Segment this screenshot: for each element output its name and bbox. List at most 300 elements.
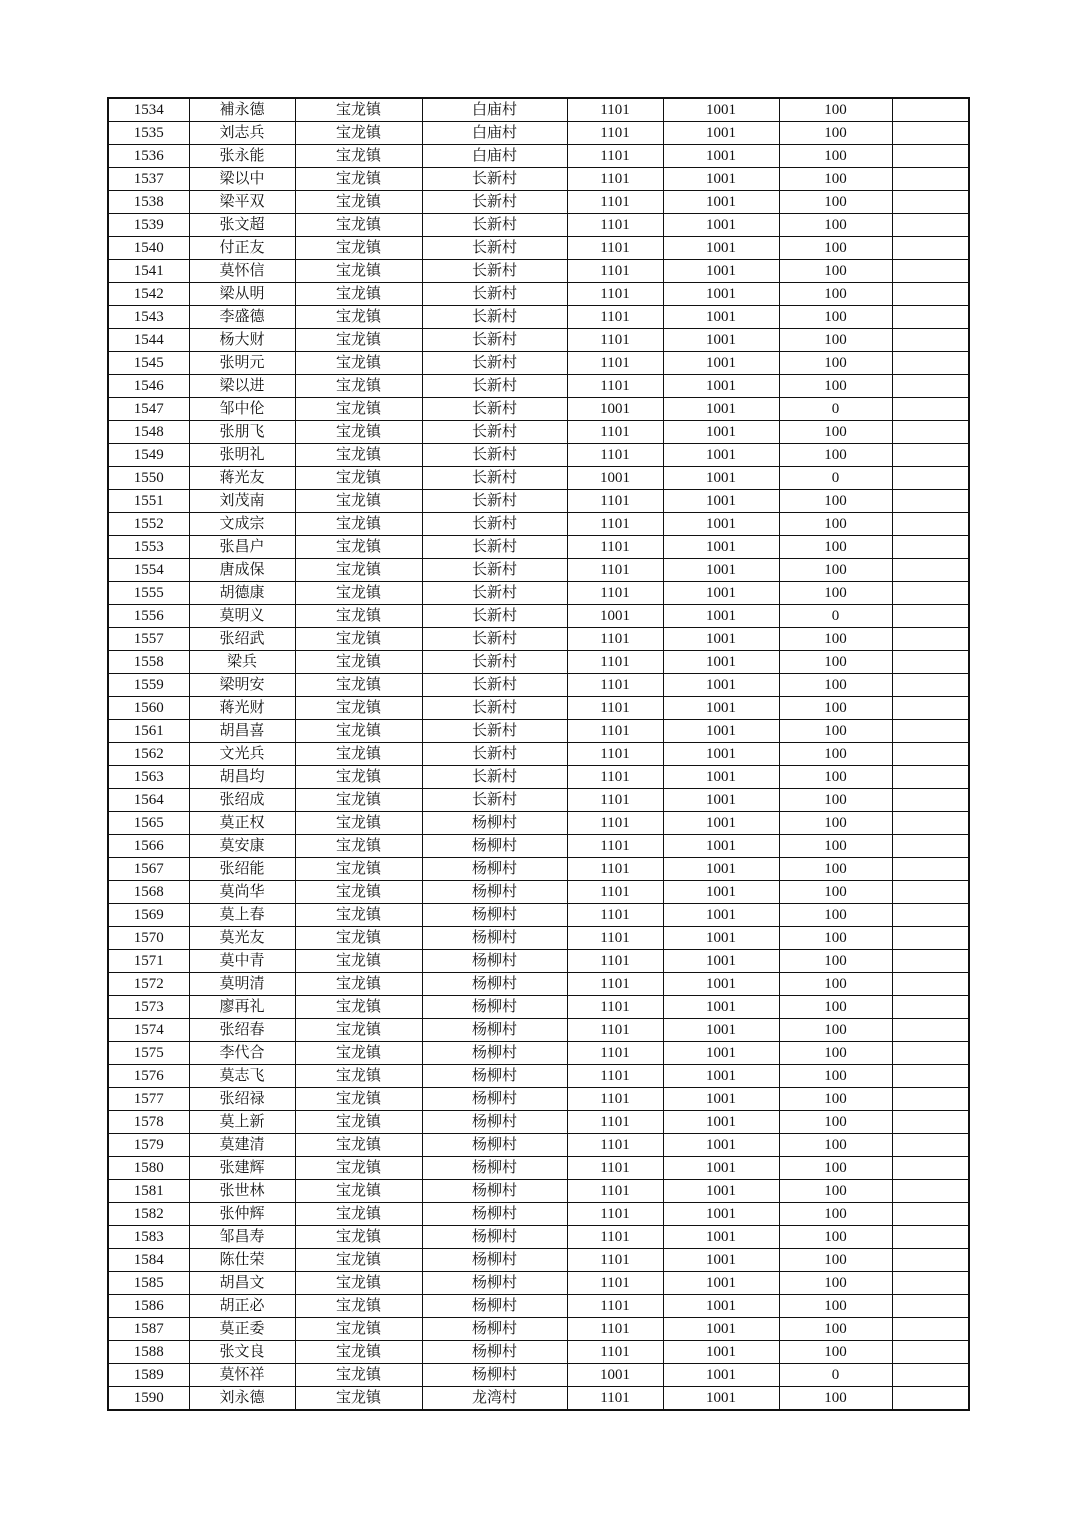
code-b-cell: 1001: [663, 444, 779, 467]
remark-cell: [892, 536, 969, 559]
amount-cell: 100: [779, 812, 892, 835]
village-cell: 长新村: [422, 375, 567, 398]
amount-cell: 100: [779, 1157, 892, 1180]
person-name-cell: 文光兵: [189, 743, 295, 766]
table-row: [108, 881, 969, 904]
table-row: [108, 697, 969, 720]
amount-cell: 100: [779, 973, 892, 996]
code-a-cell: 1101: [567, 1249, 663, 1272]
remark-cell: [892, 398, 969, 421]
code-a-cell: 1101: [567, 98, 663, 122]
town-cell: 宝龙镇: [295, 490, 422, 513]
code-b-cell: 1001: [663, 283, 779, 306]
person-name-cell: 莫上春: [189, 904, 295, 927]
amount-cell: 100: [779, 122, 892, 145]
village-cell: 杨柳村: [422, 881, 567, 904]
town-cell: 宝龙镇: [295, 605, 422, 628]
row-number-cell: 1561: [108, 720, 189, 743]
code-a-cell: 1101: [567, 352, 663, 375]
table-row: [108, 996, 969, 1019]
amount-cell: 100: [779, 283, 892, 306]
code-b-cell: 1001: [663, 1019, 779, 1042]
code-a-cell: 1001: [567, 398, 663, 421]
town-cell: 宝龙镇: [295, 1295, 422, 1318]
table-row: [108, 927, 969, 950]
village-cell: 杨柳村: [422, 1019, 567, 1042]
person-name-cell: 蒋光财: [189, 697, 295, 720]
person-name-cell: 付正友: [189, 237, 295, 260]
row-number-cell: 1546: [108, 375, 189, 398]
table-row: [108, 1088, 969, 1111]
code-a-cell: 1101: [567, 306, 663, 329]
table-row: [108, 1134, 969, 1157]
amount-cell: 100: [779, 950, 892, 973]
town-cell: 宝龙镇: [295, 1111, 422, 1134]
table-row: [108, 858, 969, 881]
person-name-cell: 张仲辉: [189, 1203, 295, 1226]
table-row: [108, 766, 969, 789]
code-a-cell: 1001: [567, 605, 663, 628]
remark-cell: [892, 835, 969, 858]
code-a-cell: 1101: [567, 421, 663, 444]
town-cell: 宝龙镇: [295, 996, 422, 1019]
code-a-cell: 1101: [567, 1042, 663, 1065]
remark-cell: [892, 1088, 969, 1111]
row-number-cell: 1584: [108, 1249, 189, 1272]
code-b-cell: 1001: [663, 996, 779, 1019]
code-a-cell: 1101: [567, 145, 663, 168]
amount-cell: 100: [779, 168, 892, 191]
remark-cell: [892, 697, 969, 720]
code-a-cell: 1101: [567, 122, 663, 145]
row-number-cell: 1566: [108, 835, 189, 858]
remark-cell: [892, 1341, 969, 1364]
person-name-cell: 李代合: [189, 1042, 295, 1065]
row-number-cell: 1536: [108, 145, 189, 168]
village-cell: 杨柳村: [422, 904, 567, 927]
table-row: [108, 651, 969, 674]
village-cell: 长新村: [422, 536, 567, 559]
village-cell: 长新村: [422, 674, 567, 697]
person-name-cell: 张绍成: [189, 789, 295, 812]
amount-cell: 100: [779, 1111, 892, 1134]
town-cell: 宝龙镇: [295, 1318, 422, 1341]
code-b-cell: 1001: [663, 881, 779, 904]
town-cell: 宝龙镇: [295, 329, 422, 352]
row-number-cell: 1542: [108, 283, 189, 306]
town-cell: 宝龙镇: [295, 674, 422, 697]
town-cell: 宝龙镇: [295, 513, 422, 536]
remark-cell: [892, 214, 969, 237]
code-b-cell: 1001: [663, 260, 779, 283]
code-a-cell: 1101: [567, 1387, 663, 1411]
row-number-cell: 1539: [108, 214, 189, 237]
code-b-cell: 1001: [663, 651, 779, 674]
code-b-cell: 1001: [663, 122, 779, 145]
amount-cell: 100: [779, 1042, 892, 1065]
code-a-cell: 1101: [567, 1180, 663, 1203]
code-b-cell: 1001: [663, 950, 779, 973]
remark-cell: [892, 1065, 969, 1088]
amount-cell: 100: [779, 789, 892, 812]
code-a-cell: 1101: [567, 1318, 663, 1341]
person-name-cell: 杨大财: [189, 329, 295, 352]
code-b-cell: 1001: [663, 674, 779, 697]
code-a-cell: 1101: [567, 191, 663, 214]
person-name-cell: 莫怀信: [189, 260, 295, 283]
row-number-cell: 1563: [108, 766, 189, 789]
person-name-cell: 莫志飞: [189, 1065, 295, 1088]
remark-cell: [892, 720, 969, 743]
row-number-cell: 1587: [108, 1318, 189, 1341]
code-b-cell: 1001: [663, 1180, 779, 1203]
row-number-cell: 1547: [108, 398, 189, 421]
village-cell: 杨柳村: [422, 973, 567, 996]
code-b-cell: 1001: [663, 904, 779, 927]
code-a-cell: 1101: [567, 812, 663, 835]
village-cell: 杨柳村: [422, 1341, 567, 1364]
village-cell: 杨柳村: [422, 1180, 567, 1203]
remark-cell: [892, 306, 969, 329]
village-cell: 长新村: [422, 329, 567, 352]
amount-cell: 0: [779, 398, 892, 421]
remark-cell: [892, 513, 969, 536]
code-a-cell: 1101: [567, 536, 663, 559]
code-a-cell: 1101: [567, 1019, 663, 1042]
person-name-cell: 张世林: [189, 1180, 295, 1203]
remark-cell: [892, 329, 969, 352]
person-name-cell: 莫上新: [189, 1111, 295, 1134]
code-a-cell: 1101: [567, 375, 663, 398]
remark-cell: [892, 1042, 969, 1065]
amount-cell: 100: [779, 904, 892, 927]
code-b-cell: 1001: [663, 743, 779, 766]
remark-cell: [892, 1111, 969, 1134]
village-cell: 杨柳村: [422, 996, 567, 1019]
remark-cell: [892, 237, 969, 260]
remark-cell: [892, 1226, 969, 1249]
amount-cell: 100: [779, 651, 892, 674]
remark-cell: [892, 743, 969, 766]
person-name-cell: 莫安康: [189, 835, 295, 858]
town-cell: 宝龙镇: [295, 1180, 422, 1203]
village-cell: 杨柳村: [422, 950, 567, 973]
row-number-cell: 1574: [108, 1019, 189, 1042]
code-a-cell: 1101: [567, 835, 663, 858]
town-cell: 宝龙镇: [295, 260, 422, 283]
town-cell: 宝龙镇: [295, 720, 422, 743]
remark-cell: [892, 950, 969, 973]
code-b-cell: 1001: [663, 536, 779, 559]
town-cell: 宝龙镇: [295, 743, 422, 766]
row-number-cell: 1538: [108, 191, 189, 214]
village-cell: 长新村: [422, 628, 567, 651]
person-name-cell: 张文良: [189, 1341, 295, 1364]
table-row: [108, 950, 969, 973]
table-row: [108, 444, 969, 467]
person-name-cell: 张明礼: [189, 444, 295, 467]
code-b-cell: 1001: [663, 1203, 779, 1226]
code-b-cell: 1001: [663, 720, 779, 743]
amount-cell: 100: [779, 421, 892, 444]
code-b-cell: 1001: [663, 1226, 779, 1249]
town-cell: 宝龙镇: [295, 1065, 422, 1088]
table-row: [108, 191, 969, 214]
code-a-cell: 1001: [567, 1364, 663, 1387]
village-cell: 杨柳村: [422, 1318, 567, 1341]
village-cell: 长新村: [422, 766, 567, 789]
code-b-cell: 1001: [663, 1157, 779, 1180]
table-row: [108, 513, 969, 536]
code-b-cell: 1001: [663, 858, 779, 881]
table-row: [108, 283, 969, 306]
code-a-cell: 1101: [567, 674, 663, 697]
table-row: [108, 352, 969, 375]
amount-cell: 100: [779, 1134, 892, 1157]
remark-cell: [892, 904, 969, 927]
person-name-cell: 张永能: [189, 145, 295, 168]
town-cell: 宝龙镇: [295, 421, 422, 444]
table-row: [108, 1180, 969, 1203]
amount-cell: 100: [779, 191, 892, 214]
village-cell: 杨柳村: [422, 1088, 567, 1111]
person-name-cell: 莫中青: [189, 950, 295, 973]
remark-cell: [892, 789, 969, 812]
village-cell: 杨柳村: [422, 1157, 567, 1180]
code-a-cell: 1101: [567, 237, 663, 260]
row-number-cell: 1585: [108, 1272, 189, 1295]
row-number-cell: 1575: [108, 1042, 189, 1065]
amount-cell: 0: [779, 1364, 892, 1387]
remark-cell: [892, 1387, 969, 1411]
remark-cell: [892, 674, 969, 697]
remark-cell: [892, 283, 969, 306]
person-name-cell: 陈仕荣: [189, 1249, 295, 1272]
remark-cell: [892, 628, 969, 651]
code-b-cell: 1001: [663, 421, 779, 444]
code-b-cell: 1001: [663, 1111, 779, 1134]
row-number-cell: 1555: [108, 582, 189, 605]
town-cell: 宝龙镇: [295, 467, 422, 490]
town-cell: 宝龙镇: [295, 306, 422, 329]
person-name-cell: 张建辉: [189, 1157, 295, 1180]
remark-cell: [892, 881, 969, 904]
remark-cell: [892, 122, 969, 145]
code-a-cell: 1001: [567, 467, 663, 490]
village-cell: 杨柳村: [422, 1364, 567, 1387]
person-name-cell: 梁以中: [189, 168, 295, 191]
table-row: [108, 306, 969, 329]
row-number-cell: 1579: [108, 1134, 189, 1157]
code-b-cell: 1001: [663, 490, 779, 513]
remark-cell: [892, 766, 969, 789]
village-cell: 长新村: [422, 260, 567, 283]
table-row: [108, 1272, 969, 1295]
code-b-cell: 1001: [663, 1295, 779, 1318]
amount-cell: 100: [779, 1065, 892, 1088]
amount-cell: 100: [779, 559, 892, 582]
village-cell: 杨柳村: [422, 812, 567, 835]
row-number-cell: 1568: [108, 881, 189, 904]
amount-cell: 100: [779, 996, 892, 1019]
town-cell: 宝龙镇: [295, 812, 422, 835]
row-number-cell: 1588: [108, 1341, 189, 1364]
amount-cell: 100: [779, 835, 892, 858]
amount-cell: 0: [779, 467, 892, 490]
town-cell: 宝龙镇: [295, 1088, 422, 1111]
row-number-cell: 1560: [108, 697, 189, 720]
village-cell: 长新村: [422, 697, 567, 720]
row-number-cell: 1556: [108, 605, 189, 628]
code-a-cell: 1101: [567, 444, 663, 467]
code-a-cell: 1101: [567, 858, 663, 881]
town-cell: 宝龙镇: [295, 122, 422, 145]
amount-cell: 100: [779, 582, 892, 605]
row-number-cell: 1576: [108, 1065, 189, 1088]
table-row: [108, 1318, 969, 1341]
table-row: [108, 835, 969, 858]
town-cell: 宝龙镇: [295, 191, 422, 214]
remark-cell: [892, 559, 969, 582]
code-b-cell: 1001: [663, 214, 779, 237]
person-name-cell: 张昌户: [189, 536, 295, 559]
code-b-cell: 1001: [663, 168, 779, 191]
code-a-cell: 1101: [567, 697, 663, 720]
code-b-cell: 1001: [663, 1318, 779, 1341]
table-row: [108, 1157, 969, 1180]
code-b-cell: 1001: [663, 628, 779, 651]
row-number-cell: 1581: [108, 1180, 189, 1203]
village-cell: 长新村: [422, 237, 567, 260]
code-a-cell: 1101: [567, 1157, 663, 1180]
person-name-cell: 胡正必: [189, 1295, 295, 1318]
amount-cell: 100: [779, 1249, 892, 1272]
village-cell: 长新村: [422, 168, 567, 191]
row-number-cell: 1558: [108, 651, 189, 674]
remark-cell: [892, 421, 969, 444]
table-row: [108, 122, 969, 145]
person-name-cell: 莫明清: [189, 973, 295, 996]
table-row: [108, 490, 969, 513]
row-number-cell: 1551: [108, 490, 189, 513]
person-name-cell: 李盛德: [189, 306, 295, 329]
village-cell: 杨柳村: [422, 858, 567, 881]
table-row: [108, 145, 969, 168]
town-cell: 宝龙镇: [295, 398, 422, 421]
remark-cell: [892, 98, 969, 122]
row-number-cell: 1552: [108, 513, 189, 536]
code-b-cell: 1001: [663, 98, 779, 122]
remark-cell: [892, 582, 969, 605]
town-cell: 宝龙镇: [295, 1249, 422, 1272]
table-row: [108, 1019, 969, 1042]
amount-cell: 100: [779, 1019, 892, 1042]
person-name-cell: 梁从明: [189, 283, 295, 306]
town-cell: 宝龙镇: [295, 1387, 422, 1411]
remark-cell: [892, 927, 969, 950]
remark-cell: [892, 1019, 969, 1042]
row-number-cell: 1586: [108, 1295, 189, 1318]
row-number-cell: 1565: [108, 812, 189, 835]
town-cell: 宝龙镇: [295, 651, 422, 674]
town-cell: 宝龙镇: [295, 697, 422, 720]
amount-cell: 100: [779, 1180, 892, 1203]
code-a-cell: 1101: [567, 904, 663, 927]
person-name-cell: 補永德: [189, 98, 295, 122]
person-name-cell: 莫明义: [189, 605, 295, 628]
code-a-cell: 1101: [567, 766, 663, 789]
amount-cell: 100: [779, 306, 892, 329]
village-cell: 杨柳村: [422, 1203, 567, 1226]
village-cell: 杨柳村: [422, 1042, 567, 1065]
amount-cell: 100: [779, 927, 892, 950]
town-cell: 宝龙镇: [295, 559, 422, 582]
village-cell: 长新村: [422, 398, 567, 421]
town-cell: 宝龙镇: [295, 881, 422, 904]
table-row: [108, 559, 969, 582]
code-a-cell: 1101: [567, 582, 663, 605]
village-cell: 长新村: [422, 352, 567, 375]
town-cell: 宝龙镇: [295, 1226, 422, 1249]
amount-cell: 100: [779, 1341, 892, 1364]
row-number-cell: 1550: [108, 467, 189, 490]
code-b-cell: 1001: [663, 559, 779, 582]
code-a-cell: 1101: [567, 214, 663, 237]
person-name-cell: 张绍武: [189, 628, 295, 651]
town-cell: 宝龙镇: [295, 352, 422, 375]
village-cell: 白庙村: [422, 145, 567, 168]
village-cell: 杨柳村: [422, 1272, 567, 1295]
amount-cell: 100: [779, 1318, 892, 1341]
row-number-cell: 1567: [108, 858, 189, 881]
person-name-cell: 张绍能: [189, 858, 295, 881]
remark-cell: [892, 191, 969, 214]
person-name-cell: 张绍禄: [189, 1088, 295, 1111]
code-a-cell: 1101: [567, 927, 663, 950]
person-name-cell: 张文超: [189, 214, 295, 237]
table-row: [108, 1249, 969, 1272]
table-row: [108, 1042, 969, 1065]
amount-cell: 100: [779, 237, 892, 260]
remark-cell: [892, 467, 969, 490]
code-b-cell: 1001: [663, 582, 779, 605]
table-row: [108, 674, 969, 697]
records-table: [107, 97, 970, 1411]
remark-cell: [892, 375, 969, 398]
village-cell: 杨柳村: [422, 927, 567, 950]
amount-cell: 100: [779, 697, 892, 720]
code-a-cell: 1101: [567, 1272, 663, 1295]
remark-cell: [892, 996, 969, 1019]
village-cell: 长新村: [422, 582, 567, 605]
table-row: [108, 1364, 969, 1387]
row-number-cell: 1545: [108, 352, 189, 375]
village-cell: 长新村: [422, 743, 567, 766]
row-number-cell: 1544: [108, 329, 189, 352]
remark-cell: [892, 1134, 969, 1157]
village-cell: 长新村: [422, 651, 567, 674]
row-number-cell: 1537: [108, 168, 189, 191]
table-row: [108, 168, 969, 191]
remark-cell: [892, 145, 969, 168]
amount-cell: 100: [779, 490, 892, 513]
code-a-cell: 1101: [567, 1111, 663, 1134]
code-a-cell: 1101: [567, 1203, 663, 1226]
town-cell: 宝龙镇: [295, 1042, 422, 1065]
amount-cell: 100: [779, 766, 892, 789]
remark-cell: [892, 1364, 969, 1387]
amount-cell: 100: [779, 1272, 892, 1295]
